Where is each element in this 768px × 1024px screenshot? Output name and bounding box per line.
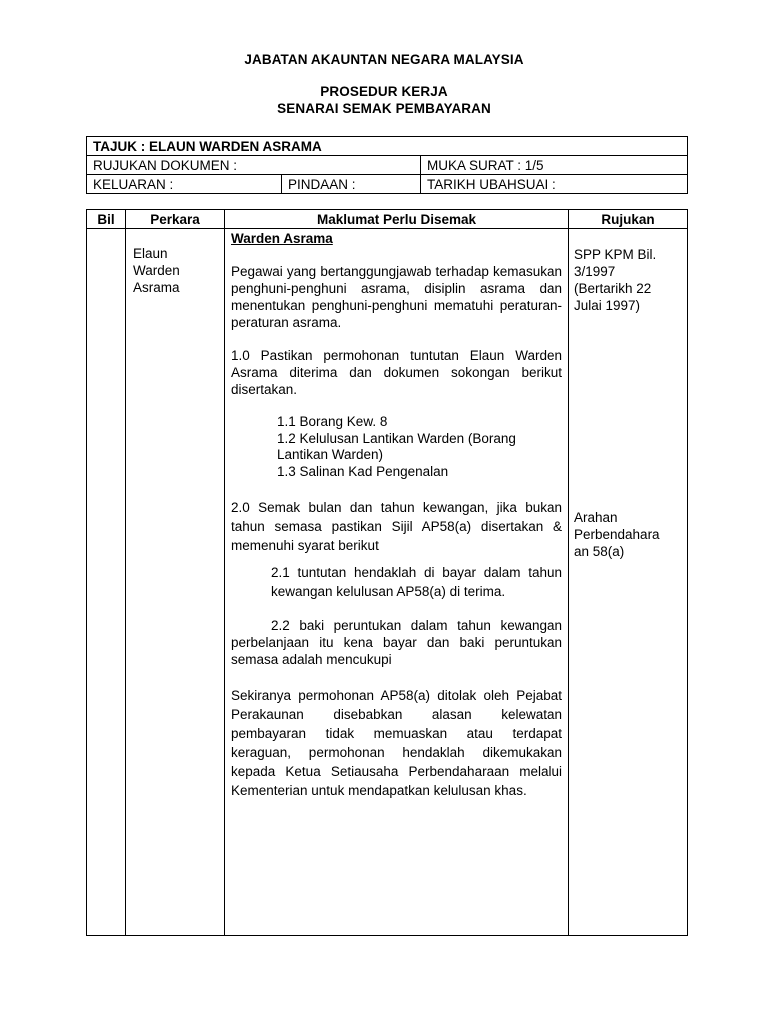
item-2-1: 2.1 tuntutan hendaklah di bayar dalam tahun kewangan kelulusan AP58(a) di terima. xyxy=(271,565,562,599)
intro-paragraph: Pegawai yang bertanggungjawab terhadap kemasukan penghuni-penghuni asrama, disiplin asrama dan menentukan penghuni-penghuni mematuhi peraturan-peraturan asrama. xyxy=(231,264,562,330)
keluaran-cell: KELUARAN : xyxy=(87,175,282,194)
closing-paragraph: Sekiranya permohonan AP58(a) ditolak oleh Pejabat Perakaunan disebabkan alasan kelewatan pembayaran tidak memuaskan atau terdapat keraguan, permohonan hendaklah dikemukakan kepada Ketua Setiausaha Perbendaharaan melalui Kementerian untuk mendapatkan kelulusan khas. xyxy=(231,688,562,798)
rujukan-spacer xyxy=(574,314,687,509)
bil-cell xyxy=(87,229,126,936)
doc-title-heading: SENARAI SEMAK PEMBAYARAN xyxy=(277,101,491,116)
header-bil: Bil xyxy=(87,210,126,229)
rujukan-dokumen-cell: RUJUKAN DOKUMEN : xyxy=(87,156,421,175)
rujukan-line: an 58(a) xyxy=(574,544,625,559)
section-title: Warden Asrama xyxy=(231,231,333,246)
rujukan-line: (Bertarikh 22 xyxy=(574,281,652,296)
rujukan-line: Arahan xyxy=(574,510,618,525)
item-2: 2.0 Semak bulan dan tahun kewangan, jika bukan tahun semasa pastikan Sijil AP58(a) disertakan & memenuhi syarat berikut xyxy=(231,500,562,553)
header-perkara: Perkara xyxy=(126,210,225,229)
muka-surat-cell: MUKA SURAT : 1/5 xyxy=(421,156,688,175)
tajuk-cell: TAJUK : ELAUN WARDEN ASRAMA xyxy=(87,137,688,156)
perkara-line: Warden xyxy=(133,263,180,278)
item-1-1: 1.1 Borang Kew. 8 xyxy=(277,414,388,429)
item-1-2: 1.2 Kelulusan Lantikan Warden (Borang xyxy=(277,430,516,446)
perkara-cell xyxy=(126,229,225,936)
header-maklumat: Maklumat Perlu Disemak xyxy=(225,210,569,229)
item-2-2: 2.2 baki peruntukan dalam tahun kewangan perbelanjaan itu kena bayar dan baki peruntukan semasa adalah mencukupi xyxy=(231,618,562,667)
item-1-sublist xyxy=(231,414,562,480)
rujukan-line: Perbendahara xyxy=(574,527,660,542)
tarikh-ubahsuai-cell: TARIKH UBAHSUAI : xyxy=(421,175,688,194)
checklist-table xyxy=(86,209,688,936)
document-info-table xyxy=(86,136,688,194)
rujukan-line: SPP KPM Bil. xyxy=(574,247,657,262)
item-1-3: 1.3 Salinan Kad Pengenalan xyxy=(277,463,449,479)
item-1-2-cont: Lantikan Warden) xyxy=(277,447,384,462)
item-1: 1.0 Pastikan permohonan tuntutan Elaun Warden Asrama diterima dan dokumen sokongan berikut disertakan. xyxy=(231,348,562,397)
rujukan-cell xyxy=(569,229,688,936)
org-heading: JABATAN AKAUNTAN NEGARA MALAYSIA xyxy=(244,52,524,67)
pindaan-cell: PINDAAN : xyxy=(282,175,421,194)
rujukan-line: 3/1997 xyxy=(574,264,616,279)
maklumat-cell xyxy=(225,229,569,936)
perkara-line: Elaun xyxy=(133,246,168,261)
rujukan-line: Julai 1997) xyxy=(574,298,641,313)
perkara-line: Asrama xyxy=(133,280,180,295)
doc-type-heading: PROSEDUR KERJA xyxy=(320,84,448,99)
header-rujukan: Rujukan xyxy=(569,210,688,229)
